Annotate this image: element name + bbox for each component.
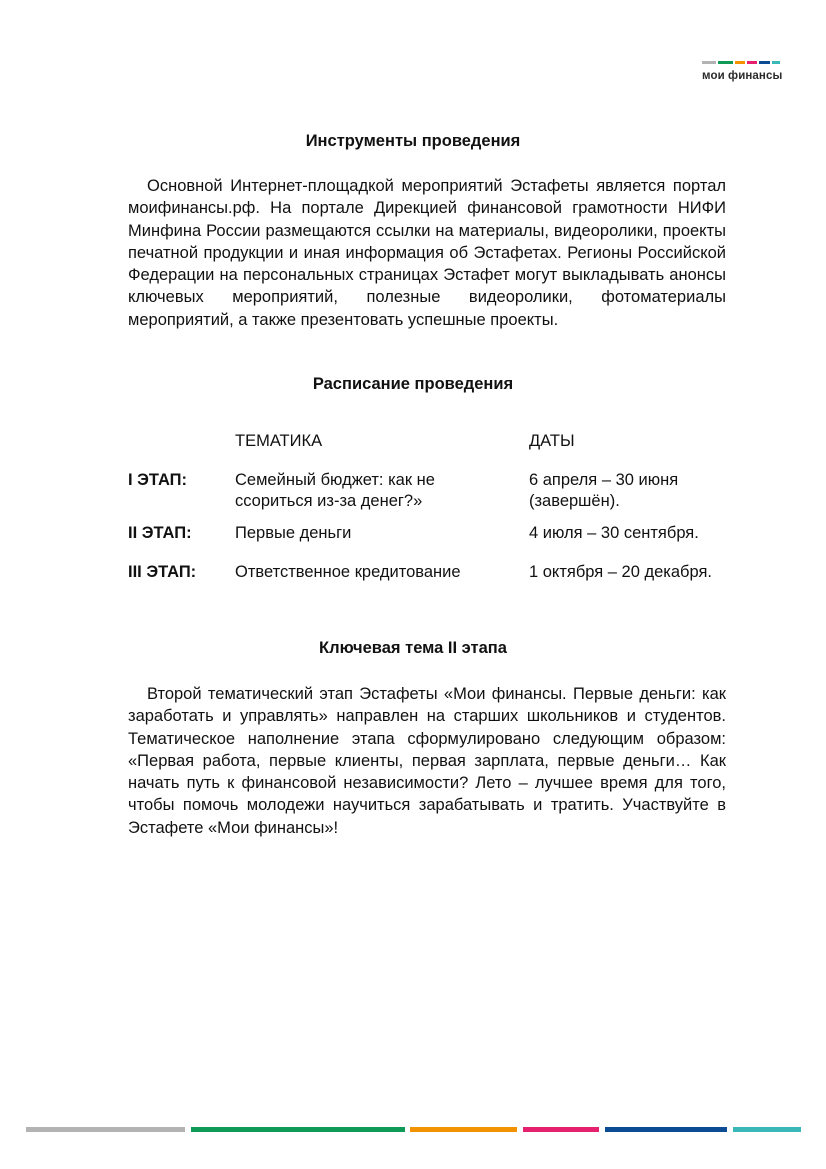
stage-label-2: II ЭТАП: [128,524,192,542]
logo-stripe-teal [772,61,780,64]
logo-stripe-gray [702,61,716,64]
paragraph-key-theme: Второй тематический этап Эстафеты «Мои финансы. Первые деньги: как заработать и управлять» направлен на старших школьников и студентов. Тематическое наполнение этапа сформулировано следующим образом: «Первая работа, первые клиенты, первая зарплата, первые деньги… Как начать путь к финансовой независимости? Лето – лучшее время для того, чтобы помочь молодежи научиться зарабатывать и тратить. Участвуйте в Эстафете «Мои финансы»! [128,685,726,837]
logo-stripe-green [718,61,734,64]
stage-dates-1-line1: 6 апреля – 30 июня [529,471,679,489]
section-heading-tools: Инструменты проведения [305,132,521,150]
stage-dates-3: 1 октября – 20 декабря. [529,563,713,581]
logo-stripe-blue [759,61,771,64]
stage-label-3: III ЭТАП: [128,563,197,581]
section-heading-key-theme: Ключевая тема II этапа [319,639,507,657]
logo-stripe-pink [747,61,757,64]
stage-dates-1-line2: (завершён). [529,492,620,510]
logo-text: мои финансы [702,70,783,82]
footer-bar-gray [26,1127,185,1132]
footer-bar-blue [605,1127,727,1132]
logo-stripe [702,61,780,64]
stage-topic-1-line1: Семейный бюджет: как не [235,471,435,489]
footer-bar-teal [733,1127,801,1132]
stage-topic-3: Ответственное кредитование [235,563,461,581]
footer-bar-pink [523,1127,599,1132]
column-header-dates: ДАТЫ [529,432,575,450]
footer-bar-orange [410,1127,517,1132]
paragraph-tools: Основной Интернет-площадкой мероприятий Эстафеты является портал моифинансы.рф. На портале Дирекцией финансовой грамотности НИФИ Минфина России размещаются ссылки на материалы, видеоролики, проекты печатной продукции и иная информация об Эстафетах. Регионы Российской Федерации на персональных страницах Эстафет могут выкладывать анонсы ключевых мероприятий, полезные видеоролики, фотоматериалы мероприятий, а также презентовать успешные проекты. [128,177,726,329]
logo-stripe-orange [735,61,745,64]
stage-topic-1-line2: ссориться из-за денег?» [235,492,423,510]
stage-topic-2: Первые деньги [235,524,352,542]
section-heading-schedule: Расписание проведения [312,375,514,393]
footer-bar-green [191,1127,405,1132]
column-header-topic: ТЕМАТИКА [235,432,323,450]
stage-dates-2: 4 июля – 30 сентября. [529,524,699,542]
logo [702,61,783,82]
stage-label-1: I ЭТАП: [128,471,187,489]
